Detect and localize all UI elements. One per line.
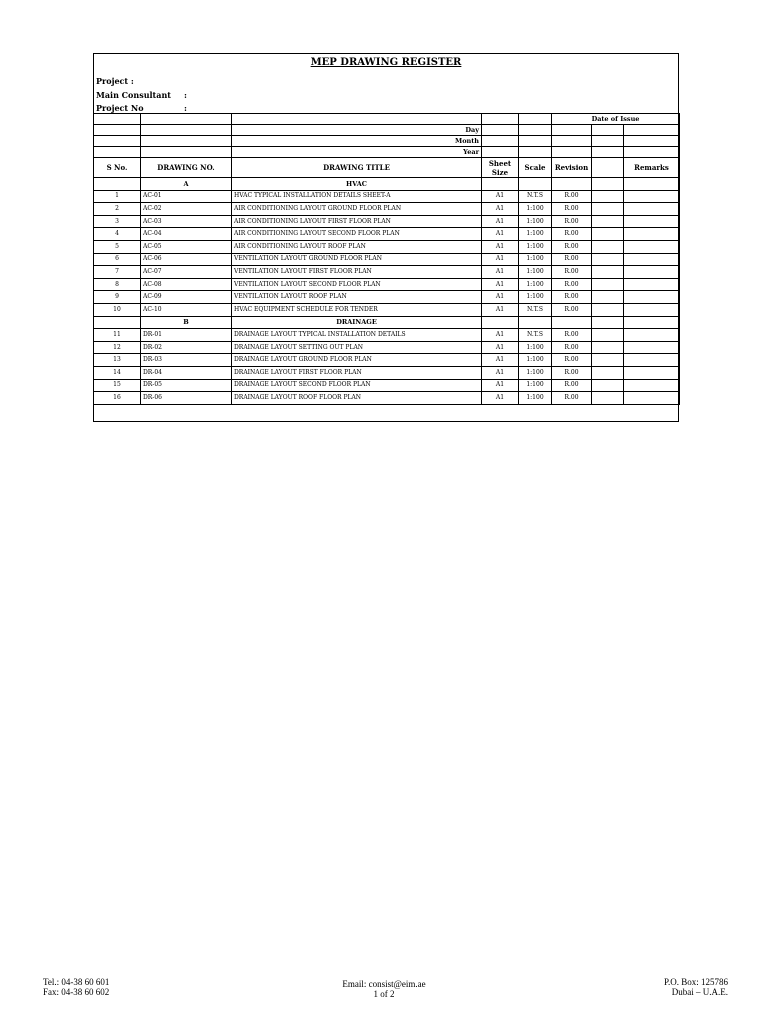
row-sno: 9 <box>94 291 141 304</box>
section-blank <box>94 316 141 329</box>
row-sheet-size: A1 <box>482 266 519 279</box>
project-line <box>96 76 134 86</box>
row-sheet-size: A1 <box>482 354 519 367</box>
row-blank <box>592 379 624 392</box>
row-drawing-no: AC-08 <box>141 278 232 291</box>
row-blank <box>592 366 624 379</box>
section-letter: B <box>141 316 232 329</box>
year-label: Year <box>232 147 482 158</box>
row-sheet-size: A1 <box>482 303 519 316</box>
consultant-line <box>96 90 216 100</box>
row-remarks <box>624 203 680 216</box>
section-blank <box>552 316 592 329</box>
row-scale: 1:100 <box>519 203 552 216</box>
row-drawing-no: AC-03 <box>141 215 232 228</box>
row-sno: 6 <box>94 253 141 266</box>
row-drawing-no: AC-07 <box>141 266 232 279</box>
row-sheet-size: A1 <box>482 215 519 228</box>
row-revision: R.00 <box>552 303 592 316</box>
row-drawing-no: AC-04 <box>141 228 232 241</box>
row-remarks <box>624 392 680 405</box>
month-label: Month <box>232 136 482 147</box>
row-sno: 16 <box>94 392 141 405</box>
section-row <box>94 316 680 329</box>
month-row <box>94 136 680 147</box>
row-scale: 1:100 <box>519 291 552 304</box>
row-drawing-no: AC-09 <box>141 291 232 304</box>
table-row <box>94 366 680 379</box>
table-row <box>94 329 680 342</box>
row-revision: R.00 <box>552 278 592 291</box>
row-sno: 14 <box>94 366 141 379</box>
year-row <box>94 147 680 158</box>
row-drawing-title: DRAINAGE LAYOUT SETTING OUT PLAN <box>232 341 482 354</box>
row-revision: R.00 <box>552 228 592 241</box>
section-blank <box>552 178 592 191</box>
row-scale: 1:100 <box>519 354 552 367</box>
row-remarks <box>624 329 680 342</box>
table-row <box>94 190 680 203</box>
date-of-issue-label: Date of Issue <box>552 114 680 125</box>
row-remarks <box>624 215 680 228</box>
row-sno: 7 <box>94 266 141 279</box>
section-blank <box>482 178 519 191</box>
section-blank <box>624 178 680 191</box>
table-row <box>94 228 680 241</box>
row-remarks <box>624 379 680 392</box>
row-drawing-no: DR-05 <box>141 379 232 392</box>
row-remarks <box>624 341 680 354</box>
row-remarks <box>624 366 680 379</box>
row-blank <box>592 266 624 279</box>
table-row <box>94 379 680 392</box>
row-revision: R.00 <box>552 266 592 279</box>
footer-city: Dubai – U.A.E. <box>671 987 728 997</box>
row-drawing-no: DR-02 <box>141 341 232 354</box>
row-sheet-size: A1 <box>482 190 519 203</box>
row-sno: 2 <box>94 203 141 216</box>
document-title: MEP DRAWING REGISTER <box>310 57 462 68</box>
row-drawing-no: DR-06 <box>141 392 232 405</box>
project-label: Project : <box>96 76 134 86</box>
day-label: Day <box>232 125 482 136</box>
row-drawing-title: DRAINAGE LAYOUT GROUND FLOOR PLAN <box>232 354 482 367</box>
col-revision: Revision <box>552 158 592 178</box>
row-drawing-title: VENTILATION LAYOUT SECOND FLOOR PLAN <box>232 278 482 291</box>
row-sheet-size: A1 <box>482 291 519 304</box>
register-body <box>94 114 680 405</box>
row-revision: R.00 <box>552 253 592 266</box>
row-drawing-no: AC-10 <box>141 303 232 316</box>
footer-contact <box>43 977 109 997</box>
row-sheet-size: A1 <box>482 203 519 216</box>
row-remarks <box>624 240 680 253</box>
footer-fax: Fax: 04-38 60 602 <box>43 987 110 997</box>
row-blank <box>592 228 624 241</box>
row-scale: 1:100 <box>519 240 552 253</box>
row-revision: R.00 <box>552 215 592 228</box>
row-scale: 1:100 <box>519 366 552 379</box>
row-blank <box>592 354 624 367</box>
row-sno: 8 <box>94 278 141 291</box>
row-drawing-no: AC-02 <box>141 203 232 216</box>
row-drawing-title: HVAC EQUIPMENT SCHEDULE FOR TENDER <box>232 303 482 316</box>
row-blank <box>592 341 624 354</box>
row-revision: R.00 <box>552 341 592 354</box>
row-sheet-size: A1 <box>482 379 519 392</box>
table-row <box>94 291 680 304</box>
footer-po-box: P.O. Box: 125786 <box>663 977 728 987</box>
table-row <box>94 253 680 266</box>
row-drawing-title: AIR CONDITIONING LAYOUT ROOF PLAN <box>232 240 482 253</box>
footer-center <box>334 979 434 999</box>
section-letter: A <box>141 178 232 191</box>
row-blank <box>592 240 624 253</box>
drawing-register-table <box>93 113 680 405</box>
table-row <box>94 303 680 316</box>
row-sheet-size: A1 <box>482 240 519 253</box>
row-sheet-size: A1 <box>482 366 519 379</box>
table-row <box>94 203 680 216</box>
row-revision: R.00 <box>552 329 592 342</box>
row-scale: 1:100 <box>519 228 552 241</box>
row-drawing-no: DR-01 <box>141 329 232 342</box>
row-sno: 5 <box>94 240 141 253</box>
date-of-issue-row <box>94 114 680 125</box>
row-revision: R.00 <box>552 392 592 405</box>
row-scale: 1:100 <box>519 341 552 354</box>
row-sno: 3 <box>94 215 141 228</box>
row-drawing-title: DRAINAGE LAYOUT FIRST FLOOR PLAN <box>232 366 482 379</box>
footer-page: 1 of 2 <box>373 989 395 999</box>
row-sno: 10 <box>94 303 141 316</box>
col-scale: Scale <box>519 158 552 178</box>
col-sno: S No. <box>94 158 141 178</box>
project-no-label: Project No <box>96 103 144 113</box>
row-remarks <box>624 253 680 266</box>
row-sno: 11 <box>94 329 141 342</box>
row-blank <box>592 329 624 342</box>
row-sheet-size: A1 <box>482 392 519 405</box>
row-sno: 12 <box>94 341 141 354</box>
row-revision: R.00 <box>552 190 592 203</box>
row-remarks <box>624 291 680 304</box>
row-blank <box>592 215 624 228</box>
day-row <box>94 125 680 136</box>
row-blank <box>592 190 624 203</box>
row-scale: N.T.S <box>519 190 552 203</box>
row-drawing-title: DRAINAGE LAYOUT SECOND FLOOR PLAN <box>232 379 482 392</box>
row-drawing-no: AC-01 <box>141 190 232 203</box>
row-drawing-title: DRAINAGE LAYOUT ROOF FLOOR PLAN <box>232 392 482 405</box>
consultant-label: Main Consultant <box>96 90 171 100</box>
row-drawing-no: AC-06 <box>141 253 232 266</box>
row-drawing-no: AC-05 <box>141 240 232 253</box>
row-revision: R.00 <box>552 203 592 216</box>
section-blank <box>94 178 141 191</box>
row-scale: 1:100 <box>519 379 552 392</box>
drawing-register-sheet <box>93 53 679 422</box>
row-scale: N.T.S <box>519 329 552 342</box>
col-sheet-size: Sheet Size <box>482 158 519 178</box>
row-sheet-size: A1 <box>482 341 519 354</box>
column-header-row <box>94 158 680 178</box>
section-blank <box>519 316 552 329</box>
row-drawing-title: VENTILATION LAYOUT FIRST FLOOR PLAN <box>232 266 482 279</box>
row-scale: 1:100 <box>519 392 552 405</box>
row-drawing-title: AIR CONDITIONING LAYOUT FIRST FLOOR PLAN <box>232 215 482 228</box>
row-drawing-title: HVAC TYPICAL INSTALLATION DETAILS SHEET-A <box>232 190 482 203</box>
row-revision: R.00 <box>552 240 592 253</box>
row-remarks <box>624 278 680 291</box>
row-blank <box>592 253 624 266</box>
row-scale: 1:100 <box>519 266 552 279</box>
row-blank <box>592 291 624 304</box>
row-scale: 1:100 <box>519 253 552 266</box>
row-drawing-title: VENTILATION LAYOUT GROUND FLOOR PLAN <box>232 253 482 266</box>
footer-email: Email: consist@eim.ae <box>342 979 426 989</box>
row-remarks <box>624 266 680 279</box>
row-scale: N.T.S <box>519 303 552 316</box>
row-drawing-title: VENTILATION LAYOUT ROOF PLAN <box>232 291 482 304</box>
row-sno: 1 <box>94 190 141 203</box>
section-blank <box>482 316 519 329</box>
project-no-line <box>96 103 216 113</box>
footer-address <box>664 977 728 997</box>
table-row <box>94 215 680 228</box>
row-blank <box>592 278 624 291</box>
row-remarks <box>624 354 680 367</box>
row-drawing-no: DR-04 <box>141 366 232 379</box>
section-blank <box>592 316 624 329</box>
section-blank <box>519 178 552 191</box>
row-blank <box>592 203 624 216</box>
row-revision: R.00 <box>552 291 592 304</box>
col-drawing-no: DRAWING NO. <box>141 158 232 178</box>
section-blank <box>624 316 680 329</box>
col-drawing-title: DRAWING TITLE <box>232 158 482 178</box>
row-drawing-no: DR-03 <box>141 354 232 367</box>
table-row <box>94 354 680 367</box>
row-sheet-size: A1 <box>482 329 519 342</box>
row-sno: 15 <box>94 379 141 392</box>
row-revision: R.00 <box>552 366 592 379</box>
row-sno: 13 <box>94 354 141 367</box>
table-row <box>94 392 680 405</box>
row-revision: R.00 <box>552 354 592 367</box>
row-sheet-size: A1 <box>482 278 519 291</box>
row-scale: 1:100 <box>519 215 552 228</box>
col-remarks: Remarks <box>624 158 680 178</box>
section-blank <box>592 178 624 191</box>
consultant-colon: : <box>184 90 187 100</box>
row-blank <box>592 392 624 405</box>
row-remarks <box>624 190 680 203</box>
row-drawing-title: AIR CONDITIONING LAYOUT GROUND FLOOR PLAN <box>232 203 482 216</box>
col-blank <box>592 158 624 178</box>
section-name: HVAC <box>232 178 482 191</box>
table-row <box>94 240 680 253</box>
row-sheet-size: A1 <box>482 228 519 241</box>
table-row <box>94 266 680 279</box>
row-sheet-size: A1 <box>482 253 519 266</box>
footer-tel: Tel.: 04-38 60 601 <box>43 977 110 987</box>
row-remarks <box>624 303 680 316</box>
row-remarks <box>624 228 680 241</box>
row-revision: R.00 <box>552 379 592 392</box>
section-name: DRAINAGE <box>232 316 482 329</box>
project-no-colon: : <box>184 103 187 113</box>
table-row <box>94 341 680 354</box>
row-drawing-title: DRAINAGE LAYOUT TYPICAL INSTALLATION DETAILS <box>232 329 482 342</box>
row-sno: 4 <box>94 228 141 241</box>
table-row <box>94 278 680 291</box>
row-blank <box>592 303 624 316</box>
row-scale: 1:100 <box>519 278 552 291</box>
row-drawing-title: AIR CONDITIONING LAYOUT SECOND FLOOR PLAN <box>232 228 482 241</box>
section-row <box>94 178 680 191</box>
